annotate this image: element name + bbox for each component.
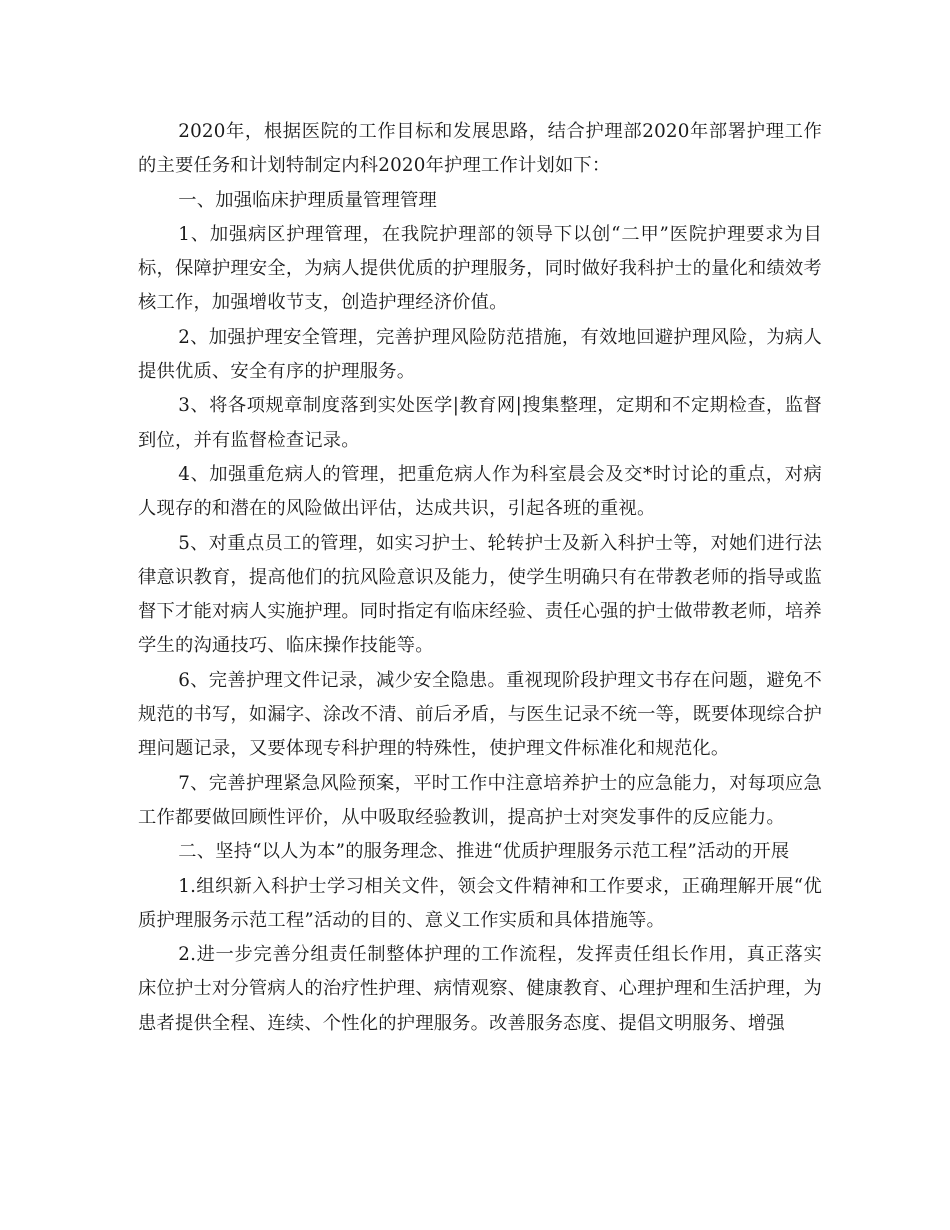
list-item-3: 3、将各项规章制度落到实处医学|教育网|搜集整理，定期和不定期检查，监督到位，并有监督检查记录。	[138, 395, 822, 451]
section-heading-2: 二、坚持“以人为本”的服务理念、推进“优质护理服务示范工程”活动的开展	[178, 841, 790, 863]
section-heading-1: 一、加强临床护理质量管理管理	[178, 189, 437, 211]
list-item-2: 2、加强护理安全管理，完善护理风险防范措施，有效地回避护理风险，为病人提供优质、安全有序的护理服务。	[138, 326, 822, 383]
list-item-6: 6、完善护理文件记录，减少安全隐患。重视现阶段护理文书存在问题，避免不规范的书写，如漏字、涂改不清、前后矛盾，与医生记录不统一等，既要体现综合护理问题记录，又要体现专科护理的特殊性，使护理文件标准化和规范化。	[138, 669, 822, 760]
list-item-7: 7、完善护理紧急风险预案，平时工作中注意培养护士的应急能力，对每项应急工作都要做回顾性评价，从中吸取经验教训，提高护士对突发事件的反应能力。	[138, 772, 822, 828]
list-item-1: 1、加强病区护理管理，在我院护理部的领导下以创“二甲”医院护理要求为目标，保障护理安全，为病人提供优质的护理服务，同时做好我科护士的量化和绩效考核工作，加强增收节支，创造护理经济价值。	[138, 223, 822, 314]
list-item-2-1: 1.组织新入科护士学习相关文件，领会文件精神和工作要求，正确理解开展“优质护理服务示范工程”活动的目的、意义工作实质和具体措施等。	[138, 875, 822, 931]
intro-paragraph: 2020年，根据医院的工作目标和发展思路，结合护理部2020年部署护理工作的主要任务和计划特制定内科2020年护理工作计划如下：	[138, 121, 822, 177]
list-item-5: 5、对重点员工的管理，如实习护士、轮转护士及新入科护士等，对她们进行法律意识教育，提高他们的抗风险意识及能力，使学生明确只有在带教老师的指导或监督下才能对病人实施护理。同时指定有临床经验、责任心强的护士做带教老师，培养学生的沟通技巧、临床操作技能等。	[138, 532, 822, 657]
document-body	[138, 115, 822, 1041]
list-item-4: 4、加强重危病人的管理，把重危病人作为科室晨会及交*时讨论的重点，对病人现存的和潜在的风险做出评估，达成共识，引起各班的重视。	[138, 463, 822, 520]
list-item-2-2: 2.进一步完善分组责任制整体护理的工作流程，发挥责任组长作用，真正落实床位护士对分管病人的治疗性护理、病情观察、健康教育、心理护理和生活护理，为患者提供全程、连续、个性化的护理服务。改善服务态度、提倡文明服务、增强	[138, 944, 822, 1034]
